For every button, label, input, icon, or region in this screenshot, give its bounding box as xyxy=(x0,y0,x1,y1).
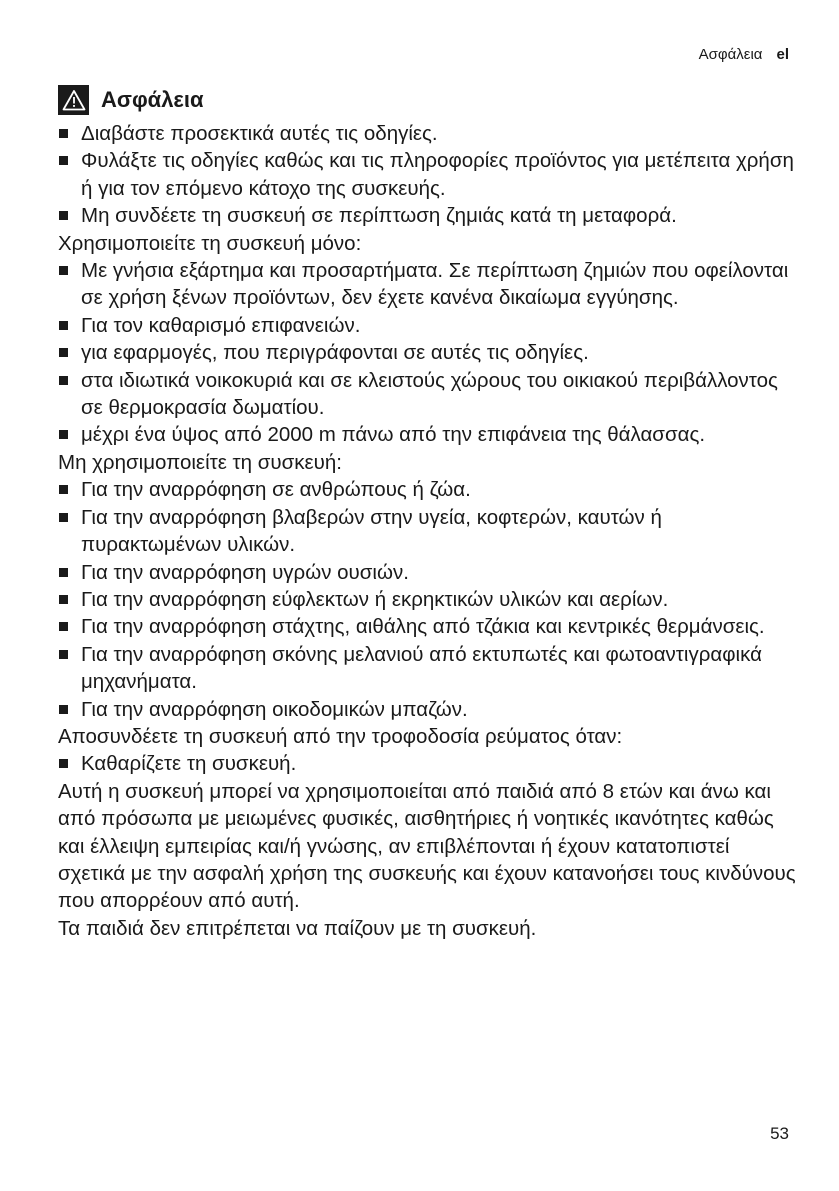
list-item: για εφαρμογές, που περιγράφονται σε αυτές τις οδηγίες. xyxy=(58,339,798,366)
warning-triangle-icon xyxy=(58,85,89,115)
bullet-square-icon xyxy=(59,595,68,604)
bullet-square-icon xyxy=(59,430,68,439)
section-heading xyxy=(58,82,798,118)
list-item: Για την αναρρόφηση εύφλεκτων ή εκρηκτικών υλικών και αερίων. xyxy=(58,586,798,613)
bullet-square-icon xyxy=(59,129,68,138)
disconnect-heading: Αποσυνδέετε τη συσκευή από την τροφοδοσία ρεύματος όταν: xyxy=(58,724,623,748)
list-item: Μη συνδέετε τη συσκευή σε περίπτωση ζημιάς κατά τη μεταφορά. xyxy=(58,202,798,229)
header-section-title: Ασφάλεια xyxy=(698,46,763,63)
list-item: Για την αναρρόφηση σκόνης μελανιού από εκτυπωτές και φωτοαντιγραφικά μηχανήματα. xyxy=(58,641,798,696)
bullet-square-icon xyxy=(59,705,68,714)
running-header xyxy=(699,46,789,63)
list-item: μέχρι ένα ύψος από 2000 m πάνω από την επιφάνεια της θάλασσας. xyxy=(58,421,798,448)
list-item: Για την αναρρόφηση οικοδομικών μπαζών. xyxy=(58,696,798,723)
bullet-square-icon xyxy=(59,485,68,494)
list-item: Για την αναρρόφηση υγρών ουσιών. xyxy=(58,559,798,586)
list-item: Για τον καθαρισμό επιφανειών. xyxy=(58,312,798,339)
header-language-code: el xyxy=(776,46,789,63)
bullet-square-icon xyxy=(59,568,68,577)
bullet-square-icon xyxy=(59,321,68,330)
do-not-use-heading: Μη χρησιμοποιείτε τη συσκευή: xyxy=(58,450,342,474)
disconnect-bullet-list xyxy=(58,750,798,777)
bullet-square-icon xyxy=(59,622,68,631)
use-only-bullet-list xyxy=(58,257,798,449)
children-paragraph: Αυτή η συσκευή μπορεί να χρησιμοποιείται από παιδιά από 8 ετών και άνω και από πρόσωπα με μειωμένες φυσικές, αισθητήριες ή νοητικές ικανότητες καθώς και έλλειψη εμπειρίας και/ή γνώσης, αν επιβλέπονται ή έχουν κατατοπιστεί σχετικά με την ασφαλή χρήση της συσκευής και έχουν κατανοήσει τους κινδύνους που απορρέουν από αυτή. xyxy=(58,779,796,913)
list-item: Για την αναρρόφηση βλαβερών στην υγεία, κοφτερών, καυτών ή πυρακτωμένων υλικών. xyxy=(58,504,798,559)
use-only-heading: Χρησιμοποιείτε τη συσκευή μόνο: xyxy=(58,231,362,255)
safety-section xyxy=(58,82,798,942)
do-not-use-bullet-list xyxy=(58,476,798,723)
bullet-square-icon xyxy=(59,513,68,522)
list-item: Για την αναρρόφηση σε ανθρώπους ή ζώα. xyxy=(58,476,798,503)
bullet-square-icon xyxy=(59,376,68,385)
list-item: Φυλάξτε τις οδηγίες καθώς και τις πληροφορίες προϊόντος για μετέπειτα χρήση ή για τον επόμενο κάτοχο της συσκευής. xyxy=(58,147,798,202)
intro-bullet-list xyxy=(58,120,798,230)
page-number: 53 xyxy=(770,1124,789,1143)
bullet-square-icon xyxy=(59,156,68,165)
children-play-paragraph: Τα παιδιά δεν επιτρέπεται να παίζουν με τη συσκευή. xyxy=(58,916,537,940)
bullet-square-icon xyxy=(59,211,68,220)
list-item: Για την αναρρόφηση στάχτης, αιθάλης από τζάκια και κεντρικές θερμάνσεις. xyxy=(58,613,798,640)
bullet-square-icon xyxy=(59,348,68,357)
bullet-square-icon xyxy=(59,759,68,768)
list-item: Καθαρίζετε τη συσκευή. xyxy=(58,750,798,777)
list-item: στα ιδιωτικά νοικοκυριά και σε κλειστούς χώρους του οικιακού περιβάλλοντος σε θερμοκρασία δωματίου. xyxy=(58,367,798,422)
list-item: Με γνήσια εξάρτημα και προσαρτήματα. Σε περίπτωση ζημιών που οφείλονται σε χρήση ξένων προϊόντων, δεν έχετε κανένα δικαίωμα εγγύησης. xyxy=(58,257,798,312)
list-item: Διαβάστε προσεκτικά αυτές τις οδηγίες. xyxy=(58,120,798,147)
bullet-square-icon xyxy=(59,650,68,659)
bullet-square-icon xyxy=(59,266,68,275)
page-title: Ασφάλεια xyxy=(101,87,204,113)
